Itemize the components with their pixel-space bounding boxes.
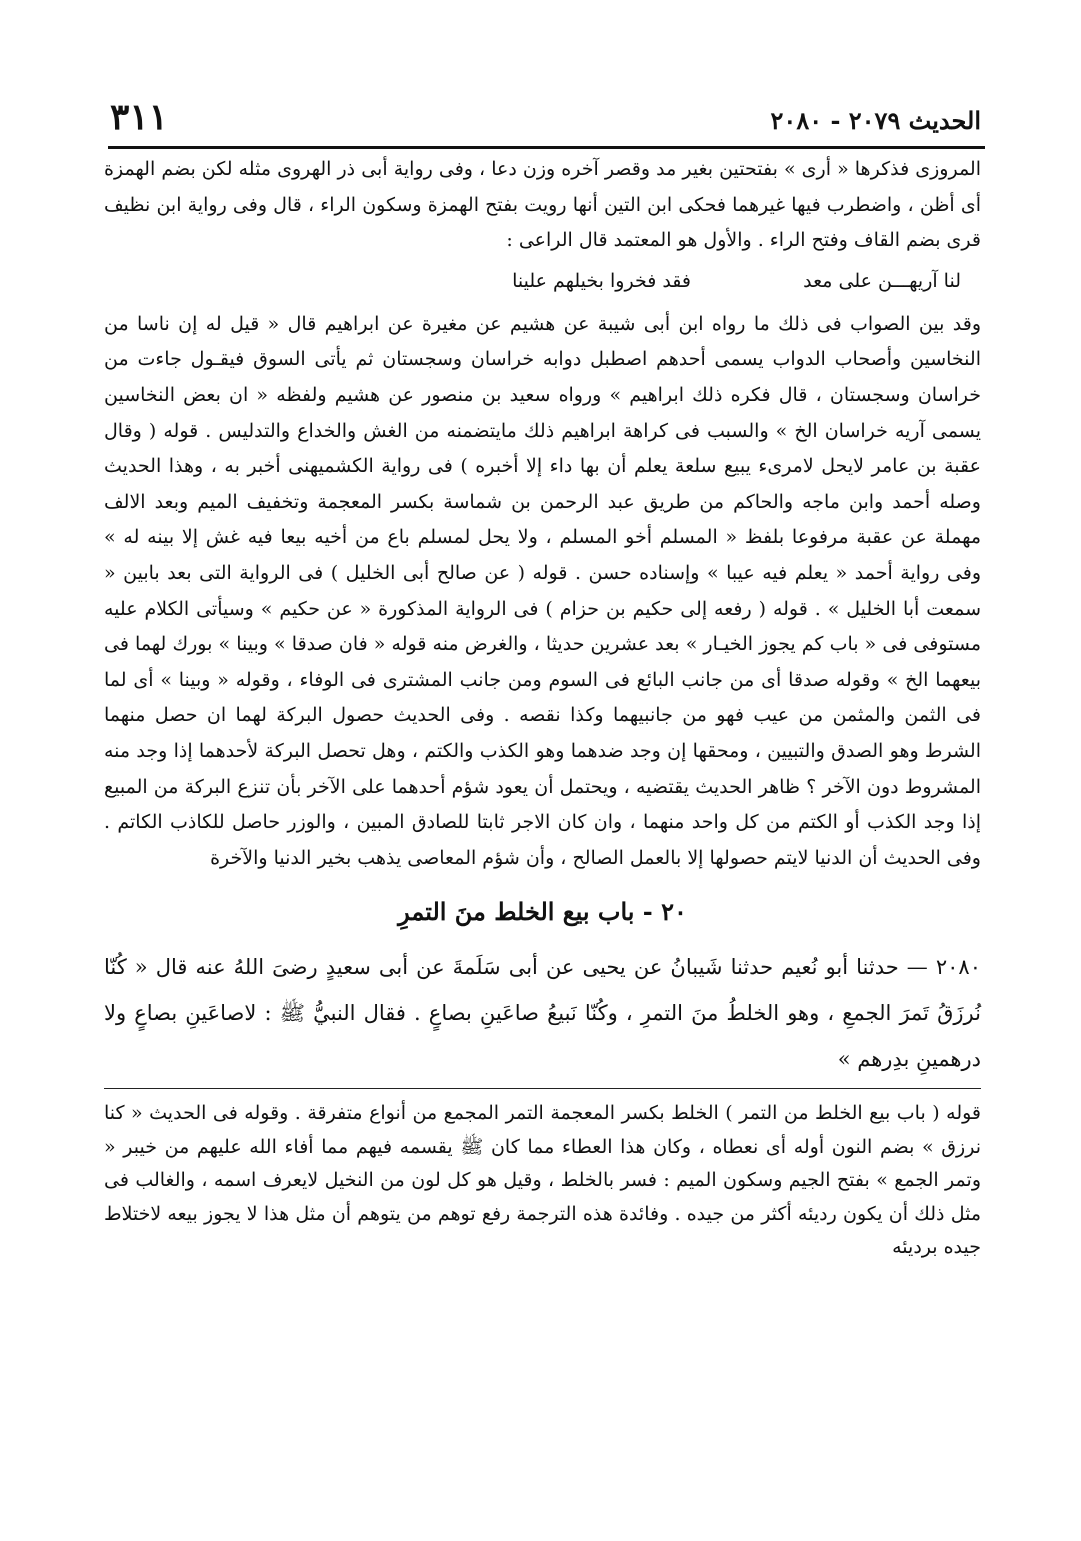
section-divider	[104, 1088, 981, 1089]
hadith-text: ٢٠٨٠ — حدثنا أبو نُعيم حدثنا شَيبانُ عن يحيى عن أبى سَلَمةَ عن أبى سعيدٍ رضىَ اللهُ عنه قال « كُنّا نُرزَقُ تَمرَ الجمعِ ، وهو الخلطُ منَ التمرِ ، وكُنّا نَبيعُ صاعَينِ بصاعٍ . فقال النبيُّ ﷺ : لاصاعَينِ بصاعٍ ولا درهمينِ بدِرهم »	[104, 955, 981, 1072]
page-header	[110, 96, 981, 146]
sharh-paragraph: قوله ( باب بيع الخلط من التمر ) الخلط بكسر المعجمة التمر المجمع من أنواع متفرقة . وقوله فى الحديث « كنا نرزق » بضم النون أوله أى نعطاه ، وكان هذا العطاء مما كان ﷺ يقسمه فيهم مما أفاء الله عليهم من خيبر « وتمر الجمع » بفتح الجيم وسكون الميم : فسر بالخلط ، وقيل هو كل لون من النخيل لايعرف اسمه ، والغالب فى مثل ذلك أن يكون رديئه أكثر من جيده . وفائدة هذه الترجمة رفع توهم من يتوهم أن مثل هذا لا يجوز بيعه لاختلاط جيده برديئه	[104, 1102, 981, 1259]
header-rule	[108, 146, 985, 149]
verse-second-hemistich: لنا آريهـــن على معد	[803, 269, 961, 292]
page-number: ٣١١	[110, 96, 169, 138]
running-title: الحديث ٢٠٧٩ - ٢٠٨٠	[770, 106, 981, 135]
poetry-verse	[104, 263, 981, 307]
commentary-paragraph: وقد بين الصواب فى ذلك ما رواه ابن أبى شيبة عن هشيم عن مغيرة عن ابراهيم قال « قيل له إن ناسا من النخاسين وأصحاب الدواب يسمى أحدهم اصطبل دوابه خراسان وسجستان ثم يأتى السوق فيقـول جاءت من خراسان وسجستان ، قال فكره ذلك ابراهيم » ورواه سعيد بن منصور عن هشيم ولفظه « ان بعض النخاسين يسمى آريه خراسان الخ » والسبب فى كراهة ابراهيم ذلك مايتضمنه من الغش والخداع والتدليس . قوله ( وقال عقبة بن عامر لايحل لامرىء يبيع سلعة يعلم أن بها داء إلا أخبره ) فى رواية الكشميهنى أخبر به ، وهذا الحديث وصله أحمد وابن ماجه والحاكم من طريق عبد الرحمن بن شماسة بكسر المعجمة وتخفيف الميم وبعد الالف مهملة عن عقبة مرفوعا بلفظ « المسلم أخو المسلم ، ولا يحل لمسلم باع من أخيه بيعا فيه غش إلا بينه له » وفى رواية أحمد « يعلم فيه عيبا » وإسناده حسن . قوله ( عن صالح أبى الخليل ) فى الرواية التى بعد بابين « سمعت أبا الخليل » . قوله ( رفعه إلى حكيم بن حزام ) فى الرواية المذكورة « عن حكيم » وسيأتى الكلام عليه مستوفى فى « باب كم يجوز الخيـار » بعد عشرين حديثا ، والغرض منه قوله « فان صدقا » وبينا » بورك لهما فى بيعهما الخ » وقوله صدقا أى من جانب البائع فى السوم ومن جانب المشترى فى الوفاء ، وقوله « وبينا » أى لما فى الثمن والمثمن من عيب فهو من جانبيهما وكذا نقصه . وفى الحديث حصول البركة لهما ان حصل منهما الشرط وهو الصدق والتبيين ، ومحقها إن وجد ضدهما وهو الكذب والكتم ، وهل تحصل البركة لأحدهما إذا وجد منه المشروط دون الآخر ؟ ظاهر الحديث يقتضيه ، ويحتمل أن يعود شؤم أحدهما على الآخر بأن تنزع البركة من المبيع إذا وجد الكذب أو الكتم من كل واحد منهما ، وان كان الاجر ثابتا للصادق المبين ، والوزر حاصل للكاذب الكاتم . وفى الحديث أن الدنيا لايتم حصولها إلا بالعمل الصالح ، وأن شؤم المعاصى يذهب بخير الدنيا والآخرة	[104, 312, 982, 869]
chapter-heading: ٢٠ - باب بيع الخلط منَ التمرِ	[398, 897, 687, 927]
page-content	[104, 152, 981, 1265]
verse-first-hemistich: فقد فخروا بخيلهم علينا	[512, 269, 691, 292]
intro-paragraph: المروزى فذكرها « أرى » بفتحتين بغير مد وقصر آخره وزن دعا ، وفى رواية أبى ذر الهروى مثله لكن بضم الهمزة أى أظن ، واضطرب فيها غيرهما فحكى ابن التين أنها رويت بفتح الهمزة وسكون الراء ، قال وفى رواية ابن نظيف قرى بضم القاف وفتح الراء . والأول هو المعتمد قال الراعى :	[104, 158, 981, 252]
